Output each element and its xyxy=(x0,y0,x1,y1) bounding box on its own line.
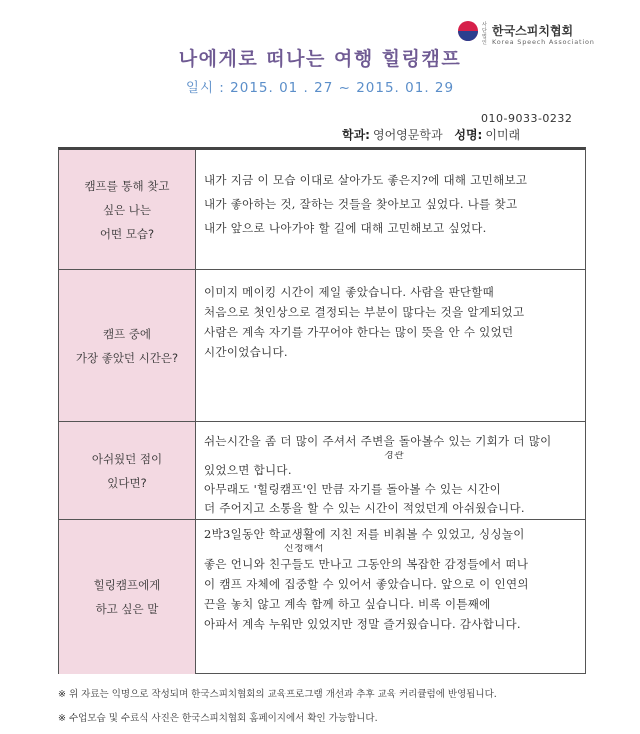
question-cell: 힐링캠프에게 하고 싶은 말 xyxy=(59,520,196,674)
survey-table xyxy=(58,147,586,674)
major-value: 영어영문학과 xyxy=(372,128,443,142)
footer-note: ※ 수업모습 및 수료식 사진은 한국스피치협회 홈페이지에서 확인 가능합니다. xyxy=(58,713,378,724)
major-label: 학과: xyxy=(342,128,370,142)
name-value: 이미래 xyxy=(485,128,521,142)
answer-cell: 이미지 메이킹 시간이 제일 좋았습니다. 사람을 판단할때 처음으로 첫인상으로 결정되는 부분이 많다는 것을 알게되었고 사람은 계속 자기를 가꾸어야 한다는 많이 뜻을 안 수 있었던 시간이었습니다. xyxy=(204,285,525,359)
survey-row xyxy=(59,422,585,520)
answer-cell: 2박3일동안 학교생활에 지친 저를 비춰볼 수 있었고, 싱싱놀이 신청해서 좋은 언니와 친구들도 만나고 그동안의 복잡한 감정들에서 떠나 이 캠프 자체에 집중할 수 있어서 좋았습니다. 앞으로 이 인연의 끈을 놓치 않고 계속 함께 하고 싶습니다. 비록 이튿째에 아파서 계속 누워만 있었지만 정말 즐거웠습니다. 감사합니다. xyxy=(204,527,529,631)
footer-note: ※ 위 자료는 익명으로 작성되며 한국스피치협회의 교육프로그램 개선과 추후 교육 커리큘럼에 반영됩니다. xyxy=(58,689,497,700)
phone-number: 010-9033-0232 xyxy=(481,112,573,125)
org-name-en: Korea Speech Association xyxy=(492,38,595,46)
survey-row xyxy=(59,520,585,674)
answer-cell: 내가 지금 이 모습 이대로 살아가도 좋은지?에 대해 고민해보고 내가 좋아하는 것, 잘하는 것들을 찾아보고 싶었다. 나를 찾고 내가 앞으로 나아가야 할 길에 대해 고민해보고 싶었다. xyxy=(204,173,528,235)
org-emblem-icon xyxy=(458,21,478,41)
org-name: 한국스피치협회 xyxy=(492,24,574,38)
student-info xyxy=(342,126,528,143)
answer-cell: 쉬는시간을 좀 더 많이 주셔서 주변을 돌아볼수 있는 기회가 더 많이 경관 있었으면 합니다. 아무래도 '힐링캠프'인 만큼 자기를 돌아볼 수 있는 시간이 더 주어지고 소통을 할 수 있는 시간이 적었던게 아쉬웠습니다. xyxy=(204,434,552,515)
question-cell: 아쉬웠던 점이 있다면? xyxy=(59,422,196,519)
question-cell: 캠프 중에 가장 좋았던 시간은? xyxy=(59,270,196,421)
camp-date: 일시 : 2015. 01 . 27 ~ 2015. 01. 29 xyxy=(185,80,455,96)
survey-row xyxy=(59,150,585,270)
org-logo-prefix: 사단법인 xyxy=(482,22,487,46)
survey-row xyxy=(59,270,585,422)
footer-notes xyxy=(58,683,497,731)
name-label: 성명: xyxy=(454,128,483,142)
page-title: 나에게로 떠나는 여행 힐링캠프 xyxy=(178,48,462,70)
question-cell: 캠프를 통해 찾고 싶은 나는 어떤 모습? xyxy=(59,150,196,269)
